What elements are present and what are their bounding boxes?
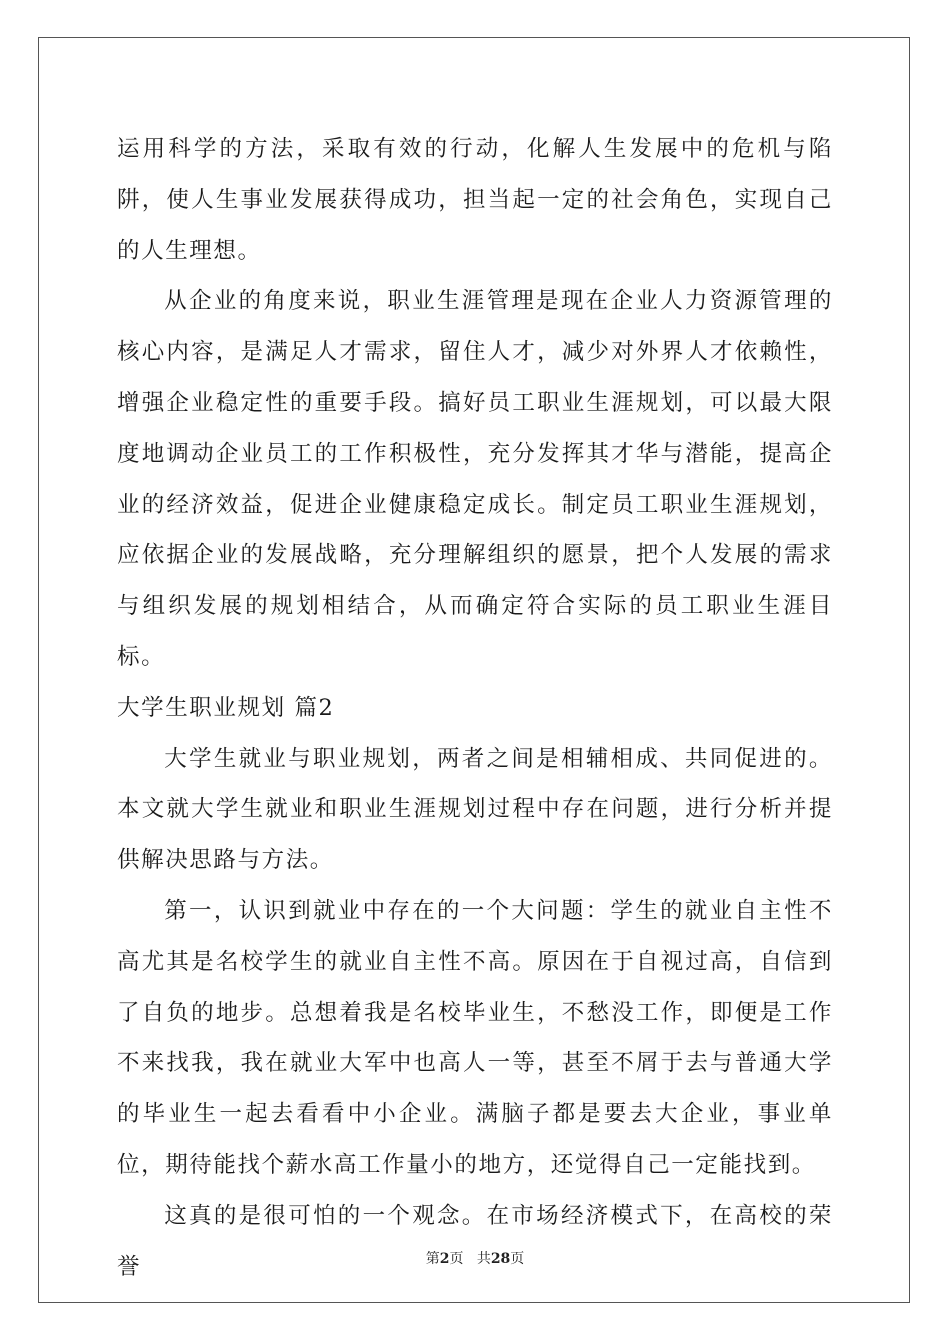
- paragraph-1: 运用科学的方法，采取有效的行动，化解人生发展中的危机与陷阱，使人生事业发展获得成功，担当起一定的社会角色，实现自己的人生理想。: [117, 136, 833, 264]
- footer-total-unit: 页: [510, 1251, 525, 1267]
- page-footer: [0, 1248, 950, 1268]
- footer-total-prefix: 共: [476, 1251, 491, 1267]
- current-page-number: 2: [439, 1251, 450, 1267]
- paragraph-3: 大学生就业与职业规划，两者之间是相辅相成、共同促进的。本文就大学生就业和职业生涯规划过程中存在问题，进行分析并提供解决思路与方法。: [117, 745, 833, 874]
- paragraph-2: 从企业的角度来说，职业生涯管理是现在企业人力资源管理的核心内容，是满足人才需求，留住人才，减少对外界人才依赖性，增强企业稳定性的重要手段。搞好员工职业生涯规划，可以最大限度地调动企业员工的工作积极性，充分发挥其才华与潜能，提高企业的经济效益，促进企业健康稳定成长。制定员工职业生涯规划，应依据企业的发展战略，充分理解组织的愿景，把个人发展的需求与组织发展的规划相结合，从而确定符合实际的员工职业生涯目标。: [117, 288, 833, 670]
- total-pages-number: 28: [490, 1251, 511, 1267]
- footer-prefix: 第: [425, 1251, 440, 1267]
- footer-page-unit: 页: [449, 1251, 464, 1267]
- section-heading: 大学生职业规划 篇2: [117, 694, 335, 721]
- paragraph-4: 第一，认识到就业中存在的一个大问题：学生的就业自主性不高尤其是名校学生的就业自主性不高。原因在于自视过高，自信到了自负的地步。总想着我是名校毕业生，不愁没工作，即便是工作不来找我，我在就业大军中也高人一等，甚至不屑于去与普通大学的毕业生一起去看看中小企业。满脑子都是要去大企业，事业单位，期待能找个薪水高工作量小的地方，还觉得自己一定能找到。: [117, 897, 833, 1178]
- paragraph-5: 这真的是很可怕的一个观念。在市场经济模式下，在高校的荣誉: [117, 1202, 833, 1280]
- document-body: [117, 124, 833, 1292]
